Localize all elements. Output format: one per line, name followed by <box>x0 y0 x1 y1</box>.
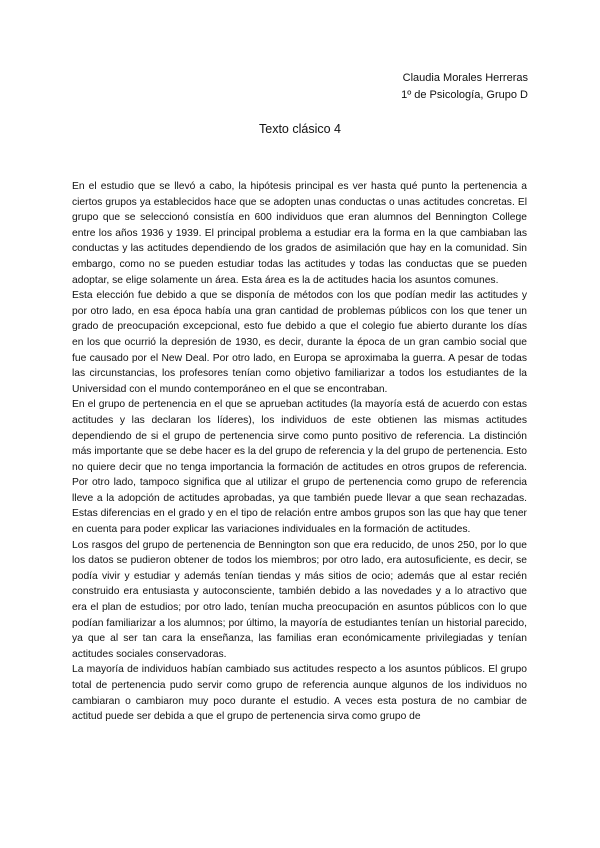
paragraph: En el grupo de pertenencia en el que se aprueban actitudes (la mayoría está de acuerdo con estas actitudes y las declaran los líderes), los individuos de este obtienen las mismas actitudes dependiendo de si el grupo de pertenencia sirve como punto positivo de referencia. La distinción más importante que se debe hacer es la del grupo de referencia y la del grupo de pertenencia. Esto no quiere decir que no tenga importancia la formación de actitudes en otros grupos de referencia. Por otro lado, tampoco significa que al utilizar el grupo de pertenencia como grupo de referencia lleve a la adopción de actitudes aprobadas, ya que también puede llevar a que sean rechazadas. Estas diferencias en el grado y en el tipo de relación entre ambos grupos son las que hay que tener en cuenta para poder explicar las variaciones individuales en la formación de actitudes. <box>72 399 527 536</box>
document-body <box>72 179 527 725</box>
author-name: Claudia Morales Herreras <box>402 72 528 84</box>
course-group: 1º de Psicología, Grupo D <box>401 89 528 101</box>
document-title: Texto clásico 4 <box>259 122 341 136</box>
paragraph: La mayoría de individuos habían cambiado sus actitudes respecto a los asuntos públicos. El grupo total de pertenencia pudo servir como grupo de referencia aunque algunos de los individuos no cambiaran o cambiaron muy poco durante el estudio. A veces esta postura de no cambiar de actitud puede ser debida a que el grupo de pertenencia sirva como grupo de <box>72 664 527 723</box>
paragraph: Esta elección fue debido a que se disponía de métodos con los que podían medir las actitudes y por otro lado, en esa época había una gran cantidad de problemas públicos con los que tener un grado de preocupación excepcional, esto fue debido a que el colegio fue abierto durante los días en los que ocurrió la depresión de 1930, es decir, durante la época de un gran cambio social que fue causado por el New Deal. Por otro lado, en Europa se aproximaba la guerra. A pesar de todas las circunstancias, los profesores tenían como objetivo familiarizar a todos los estudiantes de la Universidad con el mundo contemporáneo en el que se encontraban. <box>72 290 527 395</box>
paragraph: Los rasgos del grupo de pertenencia de Bennington son que era reducido, de unos 250, por lo que los datos se pudieron obtener de todos los miembros; por otro lado, era autosuficiente, es decir, se podía vivir y estudiar y además tenían tiendas y más sitios de ocio; además que al estar recién construido era entusiasta y autoconsciente, también debido a las novedades y a lo atractivo que era el plan de estudios; por otro lado, tenían mucha preocupación en asuntos públicos con lo que podían familiarizar a los alumnos; por último, la mayoría de estudiantes tenían un historial parecido, ya que al ser tan cara la enseñanza, las familias eran económicamente privilegiadas y tenían actitudes sociales conservadoras. <box>72 539 527 660</box>
author-block <box>401 70 528 104</box>
paragraph: En el estudio que se llevó a cabo, la hipótesis principal es ver hasta qué punto la pertenencia a ciertos grupos ya establecidos hace que se adopten unas conductas o unas actitudes concretas. El grupo que se seleccionó consistía en 600 individuos que eran alumnos del Bennington College entre los años 1936 y 1939. El principal problema a estudiar era la forma en la que cambiaban las conductas y las actitudes dependiendo de los grados de asimilación que hay en la comunidad. Sin embargo, como no se pueden estudiar todas las actitudes y todas las conductas que se pueden adoptar, se elige solamente un área. Esta área es la de actitudes hacia los asuntos comunes. <box>72 181 527 286</box>
